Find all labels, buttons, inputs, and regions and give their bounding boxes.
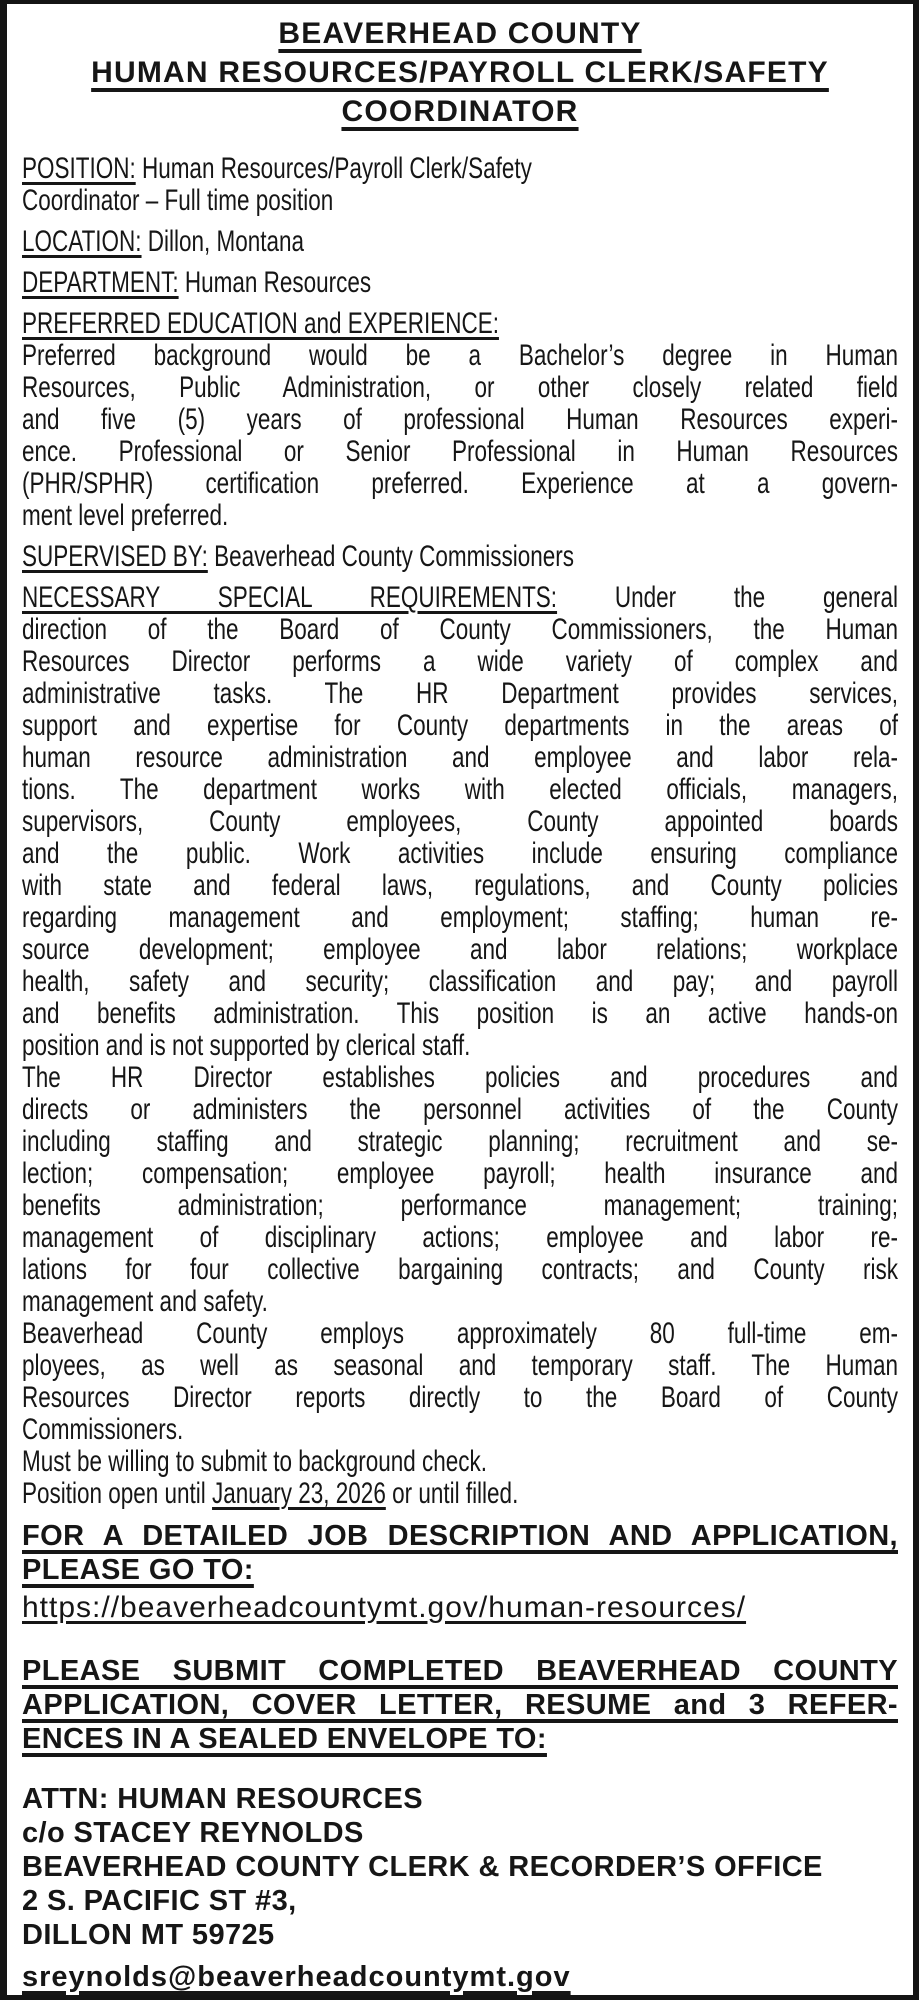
text-segment: Human Resources — [178, 266, 372, 299]
hr-director-paragraph-line — [22, 1158, 898, 1190]
education-paragraph-line — [22, 436, 898, 468]
education-paragraph-line — [22, 340, 898, 372]
education-paragraph-line — [22, 372, 898, 404]
requirements-paragraph-line — [22, 710, 898, 742]
ad-heading-line-3: COORDINATOR — [341, 95, 579, 128]
text-segment: directs or administers the personnel activities of the County — [22, 1093, 898, 1126]
ad-heading-line-2: HUMAN RESOURCES/PAYROLL CLERK/SAFETY — [91, 56, 829, 89]
supervised-paragraph-line — [22, 541, 898, 573]
text-segment: including staffing and strategic planning; recruitment and se- — [22, 1125, 898, 1158]
mailing-address-line — [22, 1884, 898, 1918]
text-segment: health, safety and security; classification and pay; and payroll — [22, 965, 898, 998]
education-paragraph-line — [22, 308, 898, 340]
background-check-line-line — [22, 1446, 898, 1478]
employment-paragraph-line — [22, 1382, 898, 1414]
requirements-paragraph-line — [22, 998, 898, 1030]
contact-email-line[interactable] — [22, 1960, 898, 1994]
hr-director-paragraph — [22, 1062, 898, 1318]
underlined-text: PLEASE SUBMIT COMPLETED BEAVERHEAD COUNTY — [22, 1655, 898, 1687]
text-segment: lection; compensation; employee payroll; health insurance and — [22, 1157, 898, 1190]
requirements-paragraph-line — [22, 582, 898, 614]
requirements-paragraph-line — [22, 838, 898, 870]
education-paragraph-line — [22, 404, 898, 436]
text-segment: or until filled. — [385, 1477, 519, 1510]
open-until-line-line — [22, 1478, 898, 1510]
text-segment: management and safety. — [22, 1285, 268, 1318]
requirements-paragraph-line — [22, 614, 898, 646]
text-segment: benefits administration; performance management; training; — [22, 1189, 898, 1222]
supervised-paragraph — [22, 541, 898, 573]
mailing-address-line — [22, 1782, 898, 1816]
employment-paragraph — [22, 1318, 898, 1446]
underlined-text: PREFERRED EDUCATION and EXPERIENCE: — [22, 307, 499, 340]
ad-heading — [22, 14, 898, 131]
ad-body — [22, 153, 898, 1994]
text-segment: BEAVERHEAD COUNTY CLERK & RECORDER’S OFFICE — [22, 1851, 823, 1883]
text-segment: The HR Director establishes policies and procedures and — [22, 1061, 898, 1094]
employment-paragraph-line — [22, 1318, 898, 1350]
text-segment: and benefits administration. This position is an active hands-on — [22, 997, 898, 1030]
employment-paragraph-line — [22, 1350, 898, 1382]
text-segment: Preferred background would be a Bachelor’s degree in Human — [22, 339, 898, 372]
text-segment: source development; employee and labor relations; workplace — [22, 933, 898, 966]
education-paragraph-line — [22, 500, 898, 532]
requirements-paragraph-line — [22, 678, 898, 710]
education-paragraph-line — [22, 468, 898, 500]
text-segment: human resource administration and employee and labor rela- — [22, 741, 898, 774]
underlined-text: DEPARTMENT: — [22, 266, 179, 299]
text-segment: DILLON MT 59725 — [22, 1919, 275, 1951]
underlined-text: sreynolds@beaverheadcountymt.gov — [22, 1961, 571, 1993]
text-segment: Dillon, Montana — [141, 225, 305, 258]
position-paragraph — [22, 153, 898, 217]
position-paragraph-line — [22, 185, 898, 217]
text-segment: direction of the Board of County Commissioners, the Human — [22, 613, 898, 646]
ad-heading-line-1: BEAVERHEAD COUNTY — [278, 17, 642, 50]
submit-instructions-heading-line — [22, 1722, 898, 1756]
location-paragraph — [22, 226, 898, 258]
requirements-paragraph-line — [22, 646, 898, 678]
text-segment: position and is not supported by clerical staff. — [22, 1029, 471, 1062]
text-segment: ATTN: HUMAN RESOURCES — [22, 1783, 423, 1815]
requirements-paragraph-line — [22, 902, 898, 934]
department-paragraph — [22, 267, 898, 299]
underlined-text: ENCES IN A SEALED ENVELOPE TO: — [22, 1723, 547, 1755]
background-check-line — [22, 1446, 898, 1478]
requirements-paragraph-line — [22, 870, 898, 902]
text-segment: management of disciplinary actions; employee and labor re- — [22, 1221, 898, 1254]
requirements-paragraph-line — [22, 742, 898, 774]
underlined-text: January 23, 2026 — [212, 1477, 386, 1510]
text-segment: and five (5) years of professional Human Resources experi- — [22, 403, 898, 436]
text-segment: (PHR/SPHR) certification preferred. Experience at a govern- — [22, 467, 898, 500]
detailed-description-heading-line — [22, 1553, 898, 1587]
requirements-paragraph-line — [22, 966, 898, 998]
hr-director-paragraph-line — [22, 1126, 898, 1158]
text-segment: Under the general — [557, 581, 898, 614]
hr-director-paragraph-line — [22, 1286, 898, 1318]
requirements-paragraph-line — [22, 1030, 898, 1062]
text-segment: c/o STACEY REYNOLDS — [22, 1817, 364, 1849]
underlined-text: FOR A DETAILED JOB DESCRIPTION AND APPLICATION, — [22, 1520, 898, 1552]
text-segment: ployees, as well as seasonal and temporary staff. The Human — [22, 1349, 898, 1382]
requirements-paragraph-line — [22, 806, 898, 838]
requirements-paragraph — [22, 582, 898, 1062]
website-link-line[interactable] — [22, 1592, 898, 1624]
mailing-address-line — [22, 1850, 898, 1884]
detailed-description-heading — [22, 1519, 898, 1587]
submit-instructions-heading-line — [22, 1688, 898, 1722]
open-until-line — [22, 1478, 898, 1510]
text-segment: with state and federal laws, regulations, and County policies — [22, 869, 898, 902]
text-segment: supervisors, County employees, County appointed boards — [22, 805, 898, 838]
text-segment: Must be willing to submit to background check. — [22, 1445, 487, 1478]
hr-director-paragraph-line — [22, 1190, 898, 1222]
detailed-description-heading-line — [22, 1519, 898, 1553]
text-segment: tions. The department works with elected officials, managers, — [22, 773, 898, 806]
position-paragraph-line — [22, 153, 898, 185]
text-segment: Coordinator – Full time position — [22, 184, 334, 217]
text-segment: lations for four collective bargaining contracts; and County risk — [22, 1253, 898, 1286]
text-segment: Resources Director reports directly to the Board of County — [22, 1381, 898, 1414]
submit-instructions-heading — [22, 1654, 898, 1756]
underlined-text: PLEASE GO TO: — [22, 1554, 254, 1586]
text-segment: Beaverhead County employs approximately 80 full-time em- — [22, 1317, 898, 1350]
text-segment: Human Resources/Payroll Clerk/Safety — [135, 152, 532, 185]
underlined-text: LOCATION: — [22, 225, 142, 258]
underlined-text: https://beaverheadcountymt.gov/human-resources/ — [22, 1591, 747, 1624]
text-segment: Beaverhead County Commissioners — [207, 540, 575, 573]
text-segment: ment level preferred. — [22, 499, 229, 532]
text-segment: and the public. Work activities include ensuring compliance — [22, 837, 898, 870]
hr-director-paragraph-line — [22, 1094, 898, 1126]
underlined-text: NECESSARY SPECIAL REQUIREMENTS: — [22, 581, 558, 614]
contact-email — [22, 1960, 898, 1994]
text-segment: administrative tasks. The HR Department provides services, — [22, 677, 898, 710]
text-segment: Resources, Public Administration, or other closely related field — [22, 371, 898, 404]
text-segment: 2 S. PACIFIC ST #3, — [22, 1885, 297, 1917]
requirements-paragraph-line — [22, 934, 898, 966]
text-segment: Commissioners. — [22, 1413, 184, 1446]
education-paragraph — [22, 308, 898, 532]
underlined-text: POSITION: — [22, 152, 136, 185]
requirements-paragraph-line — [22, 774, 898, 806]
location-paragraph-line — [22, 226, 898, 258]
mailing-address-line — [22, 1816, 898, 1850]
mailing-address-line — [22, 1918, 898, 1952]
mailing-address — [22, 1782, 898, 1952]
underlined-text: SUPERVISED BY: — [22, 540, 208, 573]
department-paragraph-line — [22, 267, 898, 299]
text-segment: regarding management and employment; staffing; human re- — [22, 901, 898, 934]
employment-paragraph-line — [22, 1414, 898, 1446]
text-segment: support and expertise for County departments in the areas of — [22, 709, 898, 742]
hr-director-paragraph-line — [22, 1254, 898, 1286]
website-link — [22, 1592, 898, 1624]
underlined-text: APPLICATION, COVER LETTER, RESUME and 3 REFER- — [22, 1689, 898, 1721]
text-segment: Position open until — [22, 1477, 213, 1510]
submit-instructions-heading-line — [22, 1654, 898, 1688]
hr-director-paragraph-line — [22, 1062, 898, 1094]
text-segment: ence. Professional or Senior Professional in Human Resources — [22, 435, 898, 468]
hr-director-paragraph-line — [22, 1222, 898, 1254]
text-segment: Resources Director performs a wide variety of complex and — [22, 645, 898, 678]
